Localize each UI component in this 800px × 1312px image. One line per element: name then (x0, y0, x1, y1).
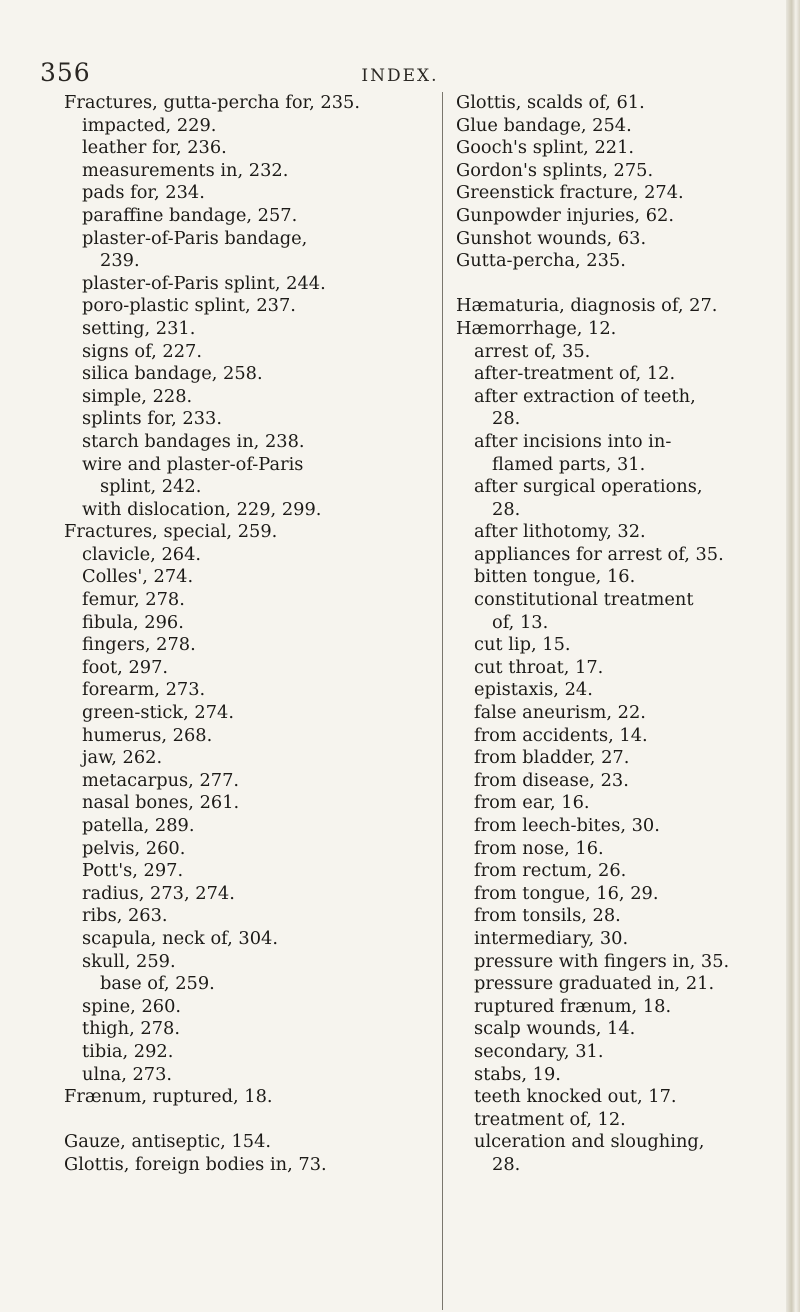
index-sub-entry: base of, 259. (100, 973, 215, 995)
index-sub-entry: appliances for arrest of, 35. (474, 543, 724, 565)
page-edge (786, 0, 800, 1312)
index-sub-entry: cut throat, 17. (474, 656, 604, 678)
index-heading-entry: Fractures, gutta-percha for, 235. (64, 92, 360, 113)
index-sub-entry: stabs, 19. (474, 1063, 561, 1085)
index-sub-entry: scalp wounds, 14. (474, 1018, 636, 1040)
index-heading-entry: Frænum, ruptured, 18. (64, 1086, 273, 1108)
column-divider (442, 92, 443, 1310)
index-sub-entry: teeth knocked out, 17. (474, 1086, 677, 1108)
index-sub-entry: scapula, neck of, 304. (82, 927, 279, 949)
index-sub-entry: clavicle, 264. (82, 543, 202, 565)
index-sub-entry: thigh, 278. (82, 1018, 181, 1040)
index-sub-entry: from leech-bites, 30. (474, 815, 660, 836)
index-sub-entry: 28. (492, 408, 521, 430)
index-sub-entry: secondary, 31. (474, 1040, 604, 1062)
index-sub-entry: splint, 242. (100, 476, 202, 498)
index-sub-entry: poro-plastic splint, 237. (82, 295, 296, 317)
index-column-left (64, 92, 434, 1177)
index-sub-entry: green-stick, 274. (82, 702, 234, 724)
index-sub-entry: after surgical operations, (474, 476, 703, 498)
index-heading-entry: Fractures, special, 259. (64, 521, 278, 543)
running-head: INDEX. (361, 66, 439, 86)
index-heading-entry: Gordon's splints, 275. (456, 159, 654, 181)
index-sub-entry: spine, 260. (82, 995, 182, 1017)
index-sub-entry: wire and plaster-of-Paris (82, 453, 304, 475)
index-sub-entry: ruptured frænum, 18. (474, 995, 672, 1017)
index-sub-entry: setting, 231. (82, 317, 196, 339)
index-sub-entry: of, 13. (492, 611, 549, 633)
index-sub-entry: pressure graduated in, 21. (474, 973, 715, 995)
index-sub-entry: with dislocation, 229, 299. (82, 498, 322, 520)
index-sub-entry: from tonsils, 28. (474, 905, 621, 927)
index-heading-entry: Glue bandage, 254. (456, 114, 632, 136)
index-sub-entry: epistaxis, 24. (474, 679, 593, 701)
index-sub-entry: plaster-of-Paris splint, 244. (82, 272, 326, 294)
index-sub-entry: signs of, 227. (82, 340, 202, 362)
index-sub-entry: metacarpus, 277. (82, 769, 240, 791)
index-sub-entry: intermediary, 30. (474, 927, 629, 949)
index-heading-entry: Hæmorrhage, 12. (456, 317, 617, 339)
index-sub-entry: femur, 278. (82, 589, 185, 611)
index-sub-entry: after incisions into in- (474, 430, 672, 452)
index-sub-entry: treatment of, 12. (474, 1108, 626, 1130)
index-heading-entry: Hæmaturia, diagnosis of, 27. (456, 295, 718, 317)
index-sub-entry: false aneurism, 22. (474, 702, 646, 724)
index-sub-entry: paraffine bandage, 257. (82, 204, 298, 226)
index-sub-entry: arrest of, 35. (474, 340, 591, 362)
index-sub-entry: flamed parts, 31. (492, 453, 646, 475)
index-sub-entry: from rectum, 26. (474, 860, 627, 882)
index-sub-entry: from disease, 23. (474, 769, 629, 791)
index-sub-entry: from tongue, 16, 29. (474, 882, 659, 904)
index-heading-entry: Gunpowder injuries, 62. (456, 204, 674, 226)
index-sub-entry: foot, 297. (82, 656, 169, 678)
page-number: 356 (40, 58, 91, 87)
index-sub-entry: ribs, 263. (82, 905, 168, 927)
index-sub-entry: measurements in, 232. (82, 159, 289, 181)
index-heading-entry: Greenstick fracture, 274. (456, 182, 684, 204)
index-sub-entry: 28. (492, 1153, 521, 1175)
index-sub-entry: Colles', 274. (82, 566, 194, 588)
index-sub-entry: Pott's, 297. (82, 860, 184, 882)
index-sub-entry: pressure with fingers in, 35. (474, 950, 730, 972)
index-spacer (456, 273, 782, 296)
index-sub-entry: cut lip, 15. (474, 634, 571, 656)
index-sub-entry: pelvis, 260. (82, 837, 186, 859)
index-sub-entry: plaster-of-Paris bandage, (82, 227, 308, 249)
index-sub-entry: ulceration and sloughing, (474, 1131, 705, 1153)
index-sub-entry: splints for, 233. (82, 408, 222, 430)
index-sub-entry: from nose, 16. (474, 837, 604, 859)
index-sub-entry: skull, 259. (82, 950, 176, 972)
index-sub-entry: bitten tongue, 16. (474, 566, 636, 588)
index-sub-entry: fibula, 296. (82, 611, 184, 633)
index-sub-entry: after extraction of teeth, (474, 385, 696, 407)
index-heading-entry: Glottis, foreign bodies in, 73. (64, 1153, 327, 1175)
index-sub-entry: constitutional treatment (474, 589, 694, 611)
index-sub-entry: jaw, 262. (82, 747, 163, 769)
index-sub-entry: after-treatment of, 12. (474, 363, 676, 385)
index-sub-entry: patella, 289. (82, 815, 195, 836)
index-sub-entry: ulna, 273. (82, 1063, 173, 1085)
index-sub-entry: simple, 228. (82, 385, 193, 407)
index-sub-entry: 239. (100, 250, 140, 272)
index-column-right (456, 92, 782, 1177)
index-sub-entry: from accidents, 14. (474, 724, 648, 746)
index-heading-entry: Gutta-percha, 235. (456, 250, 626, 272)
index-sub-entry: from ear, 16. (474, 792, 590, 814)
index-sub-entry: humerus, 268. (82, 724, 213, 746)
index-sub-entry: nasal bones, 261. (82, 792, 240, 814)
index-sub-entry: tibia, 292. (82, 1040, 174, 1062)
index-sub-entry: impacted, 229. (82, 114, 217, 136)
index-sub-entry: starch bandages in, 238. (82, 430, 305, 452)
index-sub-entry: after lithotomy, 32. (474, 521, 646, 543)
index-sub-entry: leather for, 236. (82, 137, 227, 159)
index-spacer (64, 1109, 434, 1132)
index-sub-entry: radius, 273, 274. (82, 882, 235, 904)
index-heading-entry: Gooch's splint, 221. (456, 137, 635, 159)
index-sub-entry: from bladder, 27. (474, 747, 630, 769)
index-heading-entry: Gauze, antiseptic, 154. (64, 1131, 272, 1153)
index-sub-entry: fingers, 278. (82, 634, 196, 656)
index-sub-entry: pads for, 234. (82, 182, 205, 204)
index-sub-entry: 28. (492, 498, 521, 520)
index-sub-entry: forearm, 273. (82, 679, 206, 701)
index-heading-entry: Glottis, scalds of, 61. (456, 92, 645, 113)
index-sub-entry: silica bandage, 258. (82, 363, 263, 385)
index-heading-entry: Gunshot wounds, 63. (456, 227, 647, 249)
